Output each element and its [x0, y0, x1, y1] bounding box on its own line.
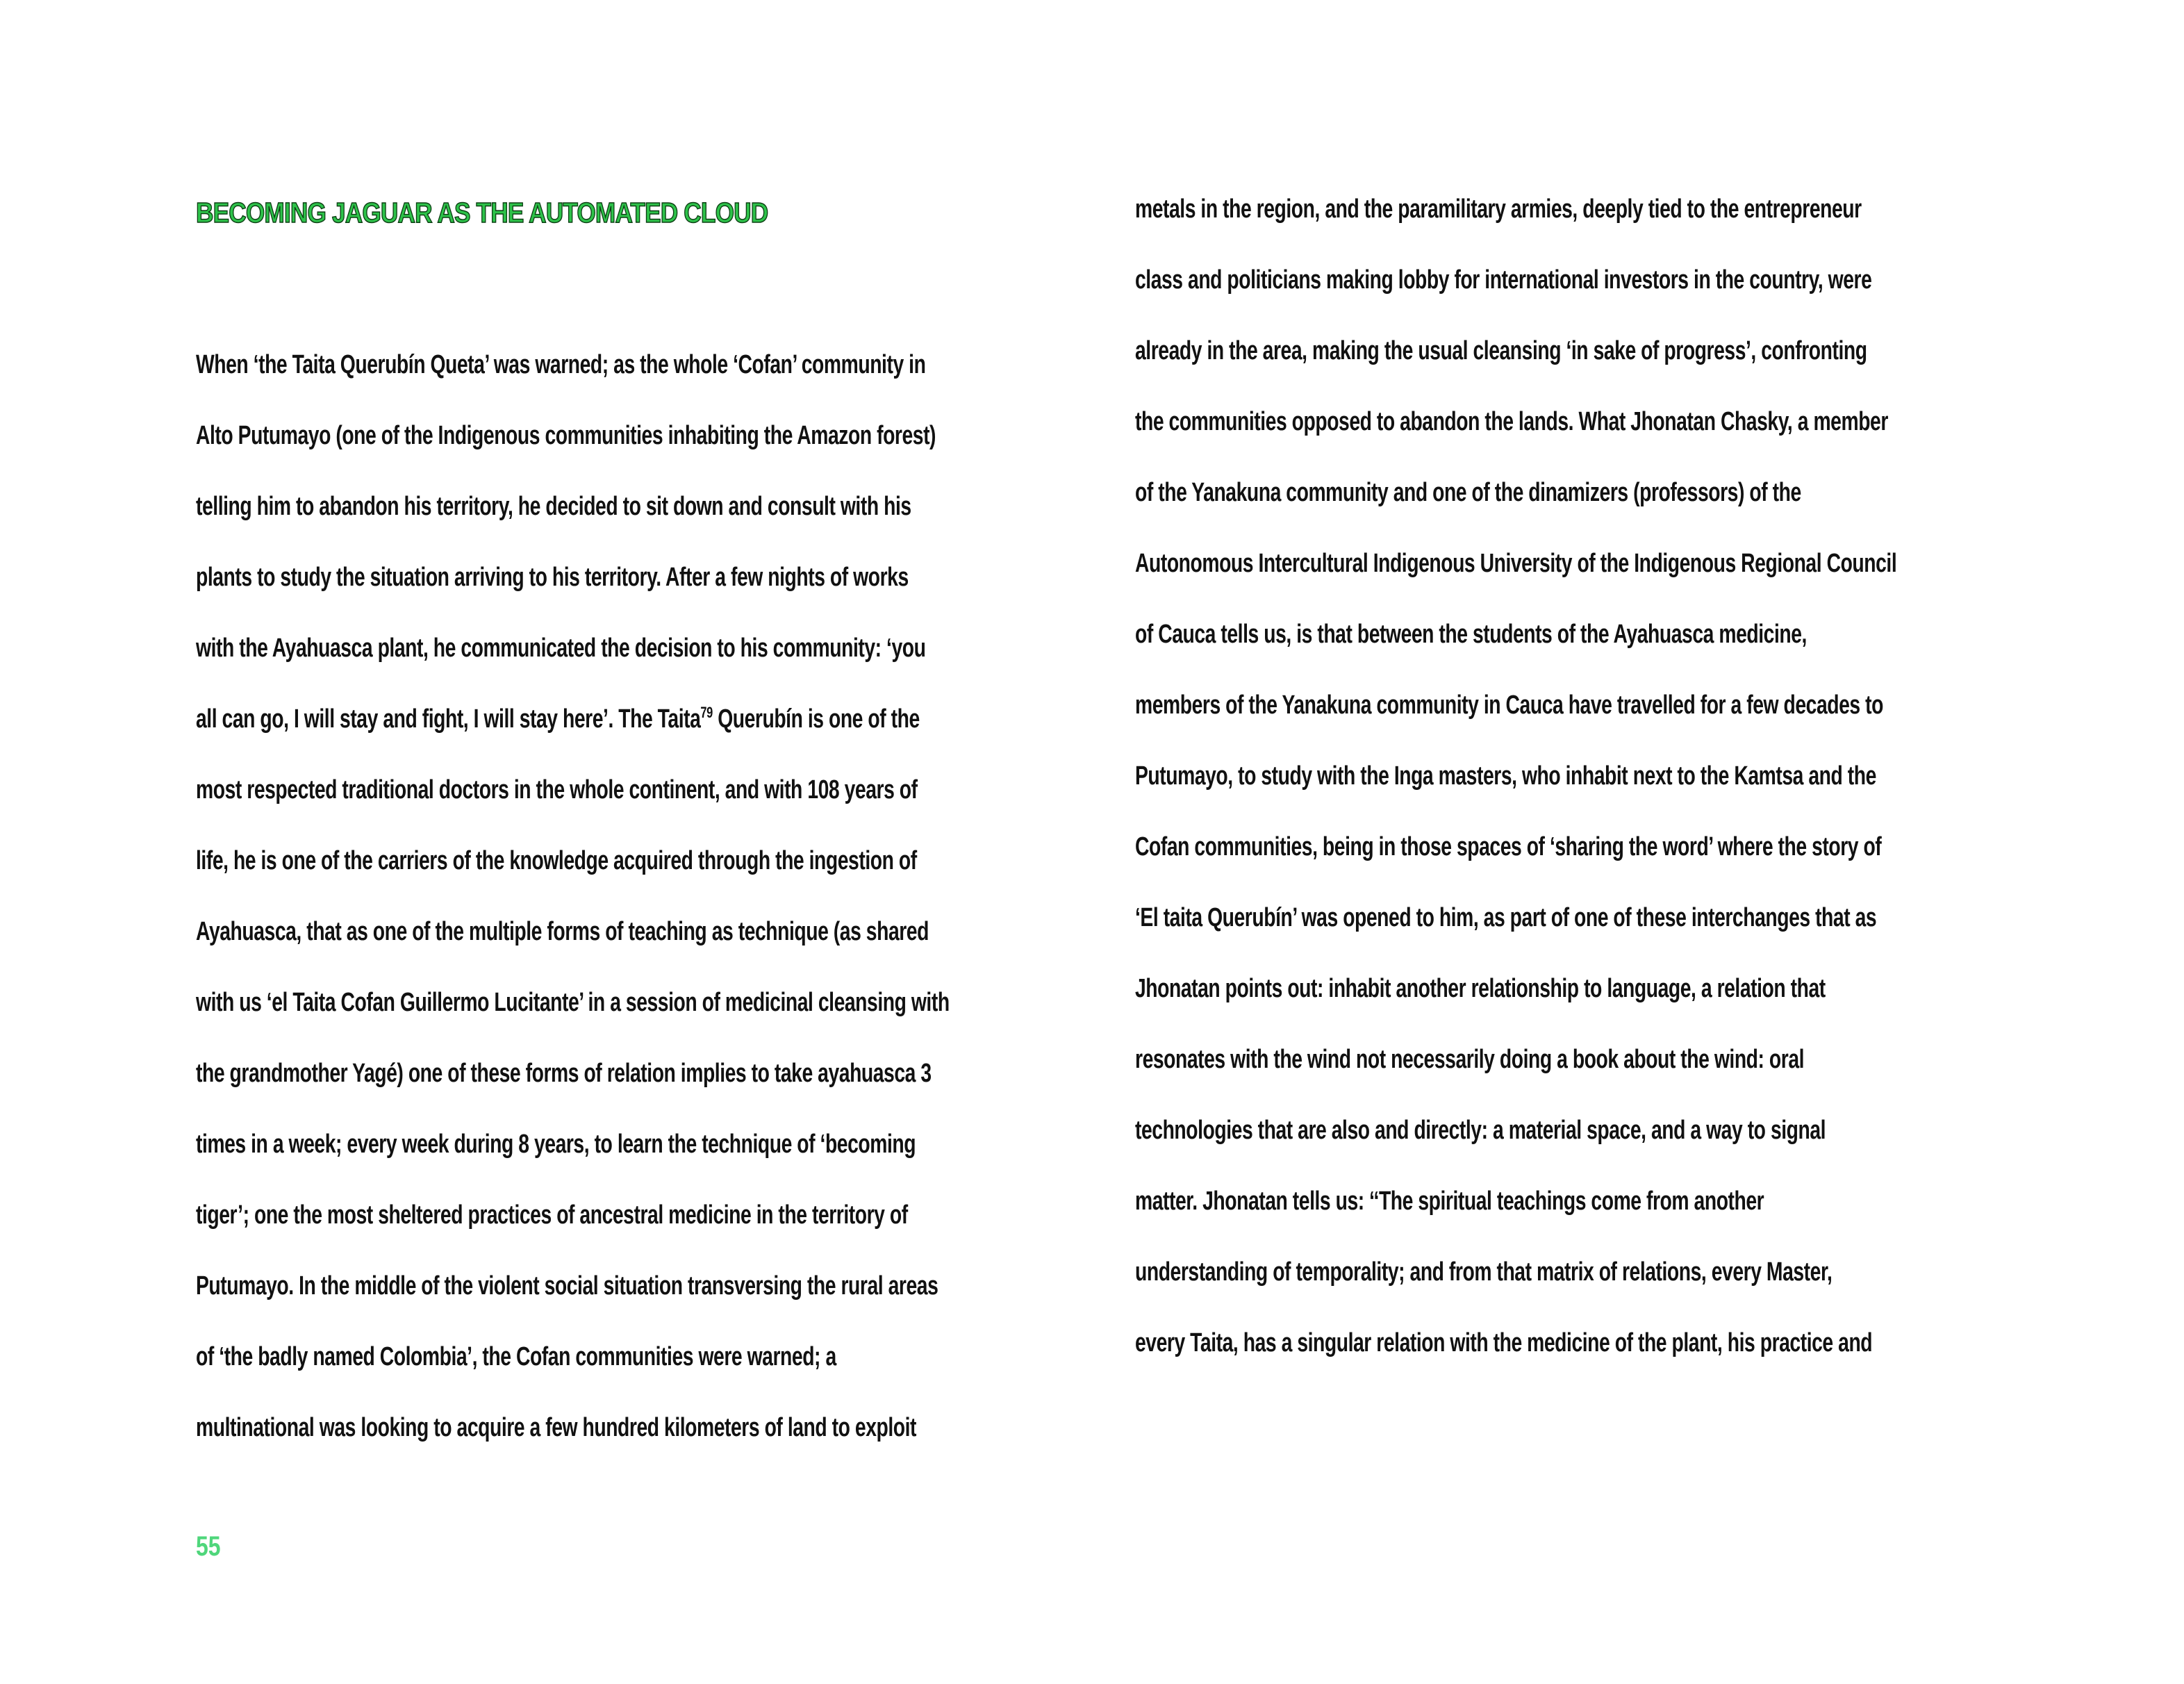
text-line: Autonomous Intercultural Indigenous University of the Indigenous Regional Council — [1135, 549, 1897, 578]
text-line: Alto Putumayo (one of the Indigenous communities inhabiting the Amazon forest) — [196, 421, 936, 450]
text-line: Putumayo. In the middle of the violent social situation transversing the rural areas — [196, 1271, 938, 1301]
text-line: Cofan communities, being in those spaces of ‘sharing the word’ where the story of — [1135, 832, 1882, 861]
text-line: Jhonatan points out: inhabit another relationship to language, a relation that — [1135, 974, 1826, 1003]
text-line: members of the Yanakuna community in Cauca have travelled for a few decades to — [1135, 691, 1883, 720]
page-number: 55 — [196, 1531, 221, 1562]
footnote-marker[interactable]: 79 — [700, 704, 713, 721]
text-line: ‘El taita Querubín’ was opened to him, as part of one of these interchanges that as — [1135, 903, 1877, 932]
text-line: already in the area, making the usual cleansing ‘in sake of progress’, confronting — [1135, 336, 1867, 365]
text-line: resonates with the wind not necessarily doing a book about the wind: oral — [1135, 1045, 1805, 1074]
text-segment: Querubín is one of the — [712, 704, 920, 734]
text-line: with the Ayahuasca plant, he communicated the decision to his community: ‘you — [196, 634, 926, 663]
text-line: matter. Jhonatan tells us: ‘‘The spiritual teachings come from another — [1135, 1187, 1764, 1216]
text-line: Ayahuasca, that as one of the multiple forms of teaching as technique (as shared — [196, 917, 929, 946]
text-line: Putumayo, to study with the Inga masters, who inhabit next to the Kamtsa and the — [1135, 761, 1876, 791]
text-line: times in a week; every week during 8 years, to learn the technique of ‘becoming — [196, 1130, 916, 1159]
text-line: multinational was looking to acquire a few hundred kilometers of land to exploit — [196, 1413, 917, 1442]
text-line: the grandmother Yagé) one of these forms of relation implies to take ayahuasca 3 — [196, 1059, 932, 1088]
text-line: of Cauca tells us, is that between the students of the Ayahuasca medicine, — [1135, 620, 1807, 649]
text-line: of ‘the badly named Colombia’, the Cofan communities were warned; a — [196, 1342, 836, 1371]
text-line: When ‘the Taita Querubín Queta’ was warned; as the whole ‘Cofan’ community in — [196, 350, 926, 379]
text-line: metals in the region, and the paramilitary armies, deeply tied to the entrepreneur — [1135, 195, 1862, 224]
text-line: the communities opposed to abandon the lands. What Jhonatan Chasky, a member — [1135, 407, 1888, 436]
text-line: every Taita, has a singular relation with the medicine of the plant, his practice and — [1135, 1328, 1873, 1357]
text-line: plants to study the situation arriving to his territory. After a few nights of works — [196, 563, 909, 592]
text-line: with us ‘el Taita Cofan Guillermo Lucitante’ in a session of medicinal cleansing with — [196, 988, 950, 1017]
right-text-column — [1135, 174, 1896, 1378]
text-line: tiger’; one the most sheltered practices of ancestral medicine in the territory of — [196, 1200, 908, 1230]
section-heading: BECOMING JAGUAR AS THE AUTOMATED CLOUD — [196, 197, 768, 229]
text-line-with-footnote — [196, 684, 950, 754]
text-line: class and politicians making lobby for international investors in the country, were — [1135, 265, 1872, 295]
text-line: most respected traditional doctors in the whole continent, and with 108 years of — [196, 775, 918, 804]
text-segment: all can go, I will stay and fight, I will stay here’. The Taita — [196, 704, 701, 734]
text-line: of the Yanakuna community and one of the dinamizers (professors) of the — [1135, 478, 1801, 507]
left-text-column — [196, 329, 950, 1463]
text-line: life, he is one of the carriers of the knowledge acquired through the ingestion of — [196, 846, 917, 875]
text-line: telling him to abandon his territory, he decided to sit down and consult with his — [196, 492, 911, 521]
text-line: technologies that are also and directly: a material space, and a way to signal — [1135, 1116, 1826, 1145]
text-line: understanding of temporality; and from that matrix of relations, every Master, — [1135, 1257, 1833, 1287]
